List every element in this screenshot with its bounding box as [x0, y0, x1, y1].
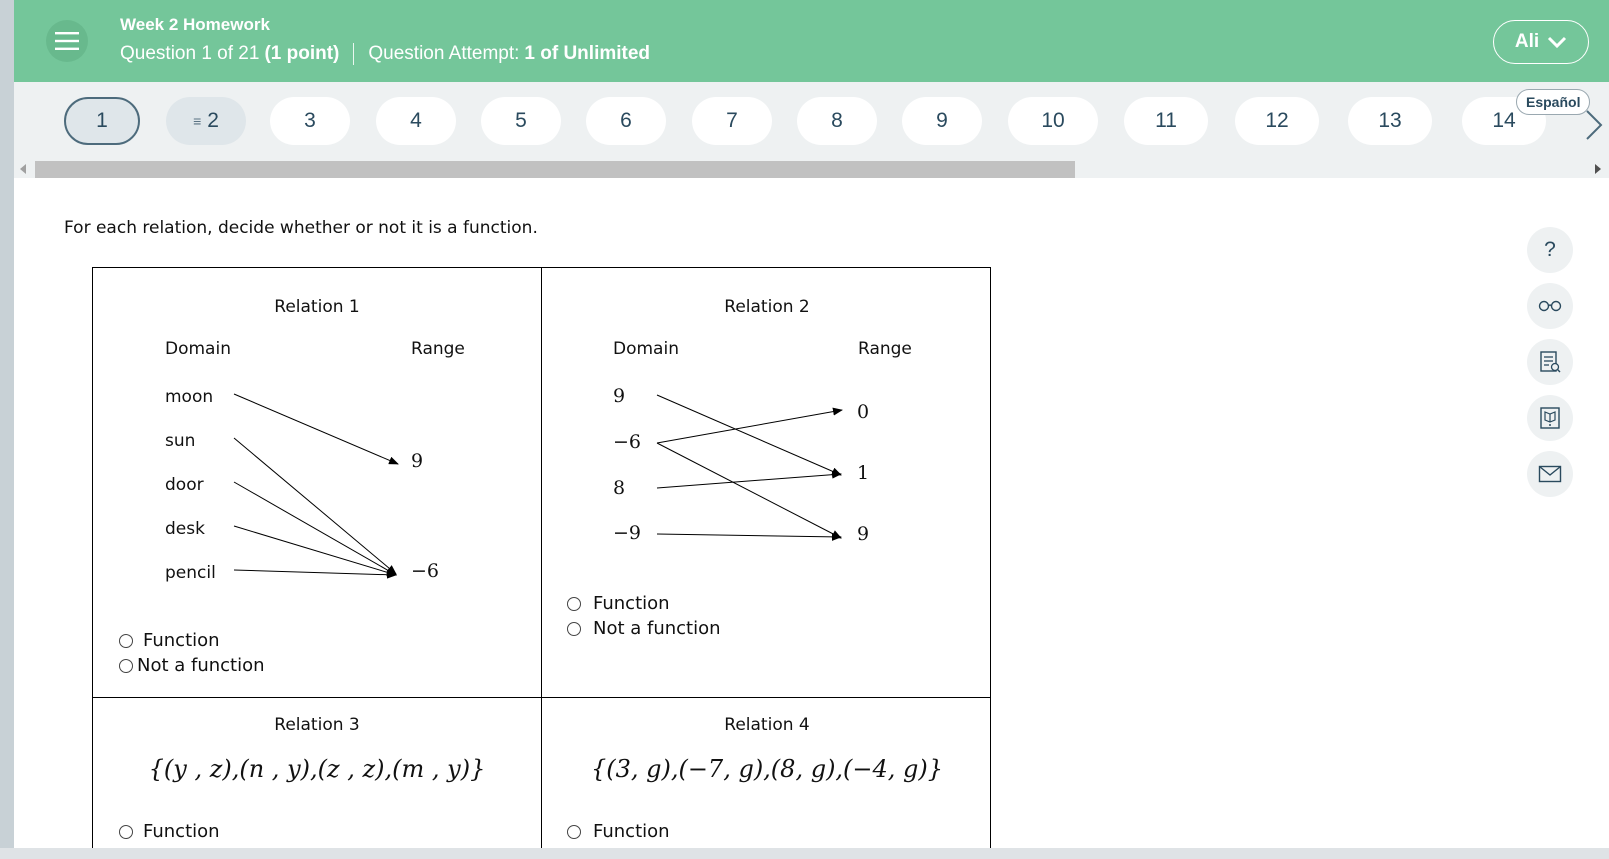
function-radio[interactable] — [567, 597, 581, 611]
mapping-arrow — [234, 570, 396, 575]
domain-item: 8 — [613, 477, 626, 499]
mapping-arrow — [234, 526, 396, 575]
partial-progress-icon: ≡ — [193, 113, 202, 129]
mapping-arrow — [657, 410, 842, 443]
header-bar — [14, 0, 1609, 82]
question-button-4[interactable] — [376, 97, 456, 145]
relation-4-cell — [542, 698, 992, 859]
mapping-arrow — [657, 474, 841, 488]
bottom-scroll-edge — [0, 848, 1609, 859]
question-button-label: 8 — [831, 109, 843, 132]
question-button-10[interactable] — [1008, 97, 1098, 145]
assignment-title: Week 2 Homework — [120, 15, 270, 34]
range-label: Range — [411, 339, 465, 359]
domain-item: pencil — [165, 563, 216, 583]
question-button-7[interactable] — [692, 97, 772, 145]
domain-label: Domain — [165, 339, 231, 359]
chevron-right-icon — [1582, 108, 1606, 142]
question-button-label: 10 — [1041, 109, 1065, 132]
question-content — [14, 178, 1609, 848]
range-item: 1 — [857, 462, 870, 484]
horizontal-scrollbar[interactable] — [14, 160, 1609, 178]
question-info — [120, 43, 650, 65]
question-button-label: 9 — [936, 109, 948, 132]
question-button-6[interactable] — [586, 97, 666, 145]
domain-item: door — [165, 475, 204, 495]
mail-icon — [1538, 465, 1562, 483]
domain-item: desk — [165, 519, 205, 539]
mapping-arrow — [234, 438, 396, 574]
question-instruction: For each relation, decide whether or not it is a function. — [64, 218, 538, 238]
notes-icon — [1539, 350, 1561, 374]
question-button-12[interactable] — [1235, 97, 1319, 145]
question-button-9[interactable] — [902, 97, 982, 145]
question-button-2[interactable] — [166, 97, 246, 145]
question-number: Question 1 of 21 — [120, 43, 260, 64]
question-button-11[interactable] — [1124, 97, 1208, 145]
attempt-label: Question Attempt: — [368, 43, 520, 64]
language-toggle-button[interactable]: Español — [1516, 89, 1590, 115]
mapping-arrow — [657, 395, 841, 475]
relation-1-cell — [93, 268, 541, 697]
question-button-label: 5 — [515, 109, 527, 132]
range-item: 9 — [857, 523, 870, 545]
question-button-8[interactable] — [797, 97, 877, 145]
function-radio[interactable] — [119, 634, 133, 648]
function-option-label[interactable]: Function — [593, 593, 670, 614]
ebook-button[interactable] — [1527, 395, 1573, 441]
user-menu-button[interactable] — [1493, 20, 1589, 64]
not-a-function-option-label[interactable]: Not a function — [593, 618, 721, 639]
question-button-label: 6 — [620, 109, 632, 132]
relation-title: Relation 1 — [274, 297, 360, 317]
relation-set: {(3, g),(−7, g),(8, g),(−4, g)} — [590, 755, 944, 783]
function-option-label[interactable]: Function — [593, 821, 670, 842]
glasses-icon — [1538, 299, 1562, 313]
attempt-value: 1 of Unlimited — [524, 43, 651, 64]
question-button-label: 11 — [1155, 109, 1177, 132]
question-points: (1 point) — [264, 43, 340, 64]
not-a-function-option-label[interactable]: Not a function — [137, 655, 265, 676]
hamburger-icon — [55, 31, 79, 51]
domain-item: −6 — [613, 431, 642, 453]
question-button-label: 12 — [1265, 109, 1289, 132]
chevron-down-icon — [1547, 35, 1567, 49]
domain-item: −9 — [613, 522, 642, 544]
left-edge-bar — [0, 0, 14, 859]
relation-title: Relation 3 — [274, 715, 360, 735]
question-button-13[interactable] — [1348, 97, 1432, 145]
range-label: Range — [858, 339, 912, 359]
mapping-arrow — [657, 443, 841, 538]
scroll-right-arrow-icon[interactable] — [1594, 164, 1602, 174]
view-example-button[interactable] — [1527, 283, 1573, 329]
user-name: Ali — [1514, 31, 1540, 52]
notes-button[interactable] — [1527, 339, 1573, 385]
mapping-arrow — [657, 534, 841, 537]
range-item: 0 — [857, 401, 870, 423]
domain-item: sun — [165, 431, 196, 451]
function-radio[interactable] — [119, 825, 133, 839]
question-button-3[interactable] — [270, 97, 350, 145]
range-item: −6 — [411, 560, 440, 582]
relation-3-cell — [93, 698, 541, 859]
message-instructor-button[interactable] — [1527, 451, 1573, 497]
domain-label: Domain — [613, 339, 679, 359]
relation-set: {(y , z),(n , y),(z , z),(m , y)} — [148, 755, 486, 783]
question-button-label: 13 — [1378, 109, 1402, 132]
question-button-label: 1 — [96, 109, 108, 132]
not-a-function-radio[interactable] — [567, 622, 581, 636]
question-button-5[interactable] — [481, 97, 561, 145]
function-radio[interactable] — [567, 825, 581, 839]
question-button-label: 14 — [1492, 109, 1516, 132]
scroll-left-arrow-icon[interactable] — [19, 164, 27, 174]
question-button-label: 7 — [726, 109, 738, 132]
next-questions-arrow[interactable] — [1582, 108, 1606, 142]
relations-table — [92, 267, 991, 859]
domain-item: 9 — [613, 385, 626, 407]
book-icon — [1539, 406, 1561, 430]
help-button[interactable] — [1527, 227, 1573, 273]
relation-title: Relation 2 — [724, 297, 810, 317]
mapping-arrow — [234, 482, 396, 575]
relation-title: Relation 4 — [724, 715, 810, 735]
scrollbar-thumb[interactable] — [35, 161, 1075, 178]
function-option-label[interactable]: Function — [143, 821, 220, 842]
question-button-1[interactable] — [64, 97, 140, 145]
domain-item: moon — [165, 387, 214, 407]
question-button-label: 2 — [207, 109, 219, 132]
question-button-label: 4 — [410, 109, 422, 132]
relation-2-cell — [542, 268, 992, 697]
function-option-label[interactable]: Function — [143, 630, 220, 651]
mapping-arrow — [234, 394, 398, 464]
question-button-label: 3 — [304, 109, 316, 132]
not-a-function-radio[interactable] — [119, 659, 133, 673]
range-item: 9 — [411, 450, 424, 472]
header-divider — [353, 43, 354, 65]
menu-button[interactable] — [46, 20, 88, 62]
help-icon: ? — [1544, 238, 1556, 261]
